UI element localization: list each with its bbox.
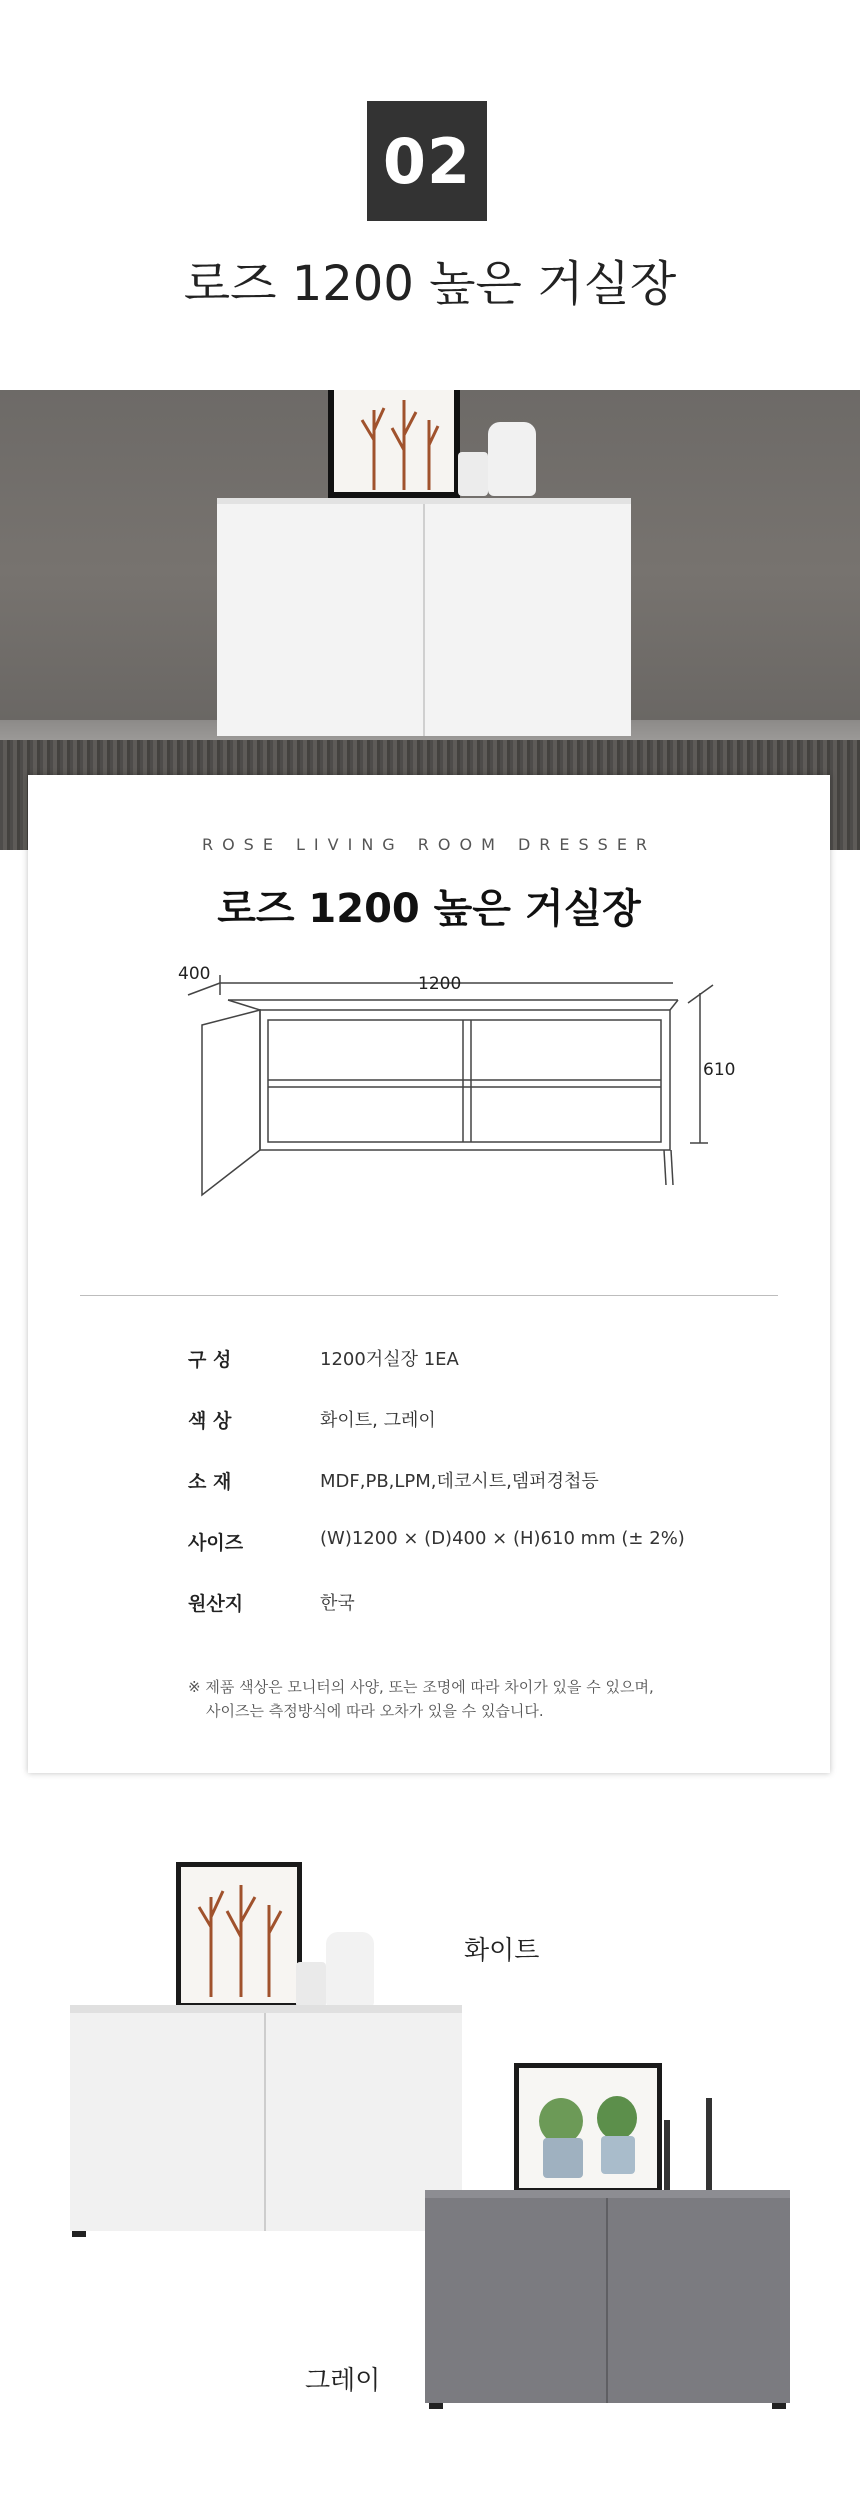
cup-icon xyxy=(458,452,488,496)
candle-icon xyxy=(664,2120,670,2190)
spec-label: 사이즈 xyxy=(188,1532,244,1554)
dim-depth: 400 xyxy=(178,964,211,984)
divider xyxy=(80,1295,778,1296)
spec-label: 색 상 xyxy=(188,1410,232,1432)
picture-frame-icon xyxy=(328,390,460,498)
dim-width: 1200 xyxy=(418,974,462,994)
picture-frame-icon xyxy=(514,2063,662,2193)
spec-value: MDF,PB,LPM,데코시트,뎀퍼경첩등 xyxy=(320,1471,599,1492)
color-label-gray: 그레이 xyxy=(305,2366,381,2396)
gray-cabinet xyxy=(425,2190,790,2403)
candle-icon xyxy=(706,2098,712,2190)
cup-icon xyxy=(296,1962,326,2008)
picture-frame-icon xyxy=(176,1862,302,2008)
card-title: 로즈 1200 높은 거실장 xyxy=(217,886,641,932)
plant-icon xyxy=(597,2096,637,2140)
disclaimer-note xyxy=(188,1675,654,1723)
note-line-2: 사이즈는 측정방식에 따라 오차가 있을 수 있습니다. xyxy=(206,1702,544,1720)
spec-label: 소 재 xyxy=(188,1471,232,1493)
color-label-white: 화이트 xyxy=(464,1936,540,1966)
spec-value: 1200거실장 1EA xyxy=(320,1349,459,1370)
spec-value: (W)1200 × (D)400 × (H)610 mm (± 2%) xyxy=(320,1528,685,1549)
spec-label: 구 성 xyxy=(188,1349,232,1371)
hero-cabinet xyxy=(217,498,631,736)
white-cabinet xyxy=(70,2005,462,2231)
section-number-badge: 02 xyxy=(367,101,487,221)
jug-icon xyxy=(326,1932,374,2008)
dim-height: 610 xyxy=(703,1060,736,1080)
note-line-1: ※ 제품 색상은 모니터의 사양, 또는 조명에 따라 차이가 있을 수 있으며, xyxy=(188,1678,654,1696)
spec-card xyxy=(28,775,830,1773)
jug-icon xyxy=(488,422,536,496)
page-title: 로즈 1200 높은 거실장 xyxy=(183,256,677,312)
spec-label: 원산지 xyxy=(188,1593,244,1615)
spec-value: 한국 xyxy=(320,1593,355,1614)
english-subtitle: ROSE LIVING ROOM DRESSER xyxy=(201,835,657,854)
spec-value: 화이트, 그레이 xyxy=(320,1410,436,1431)
dimension-diagram xyxy=(168,955,736,1265)
